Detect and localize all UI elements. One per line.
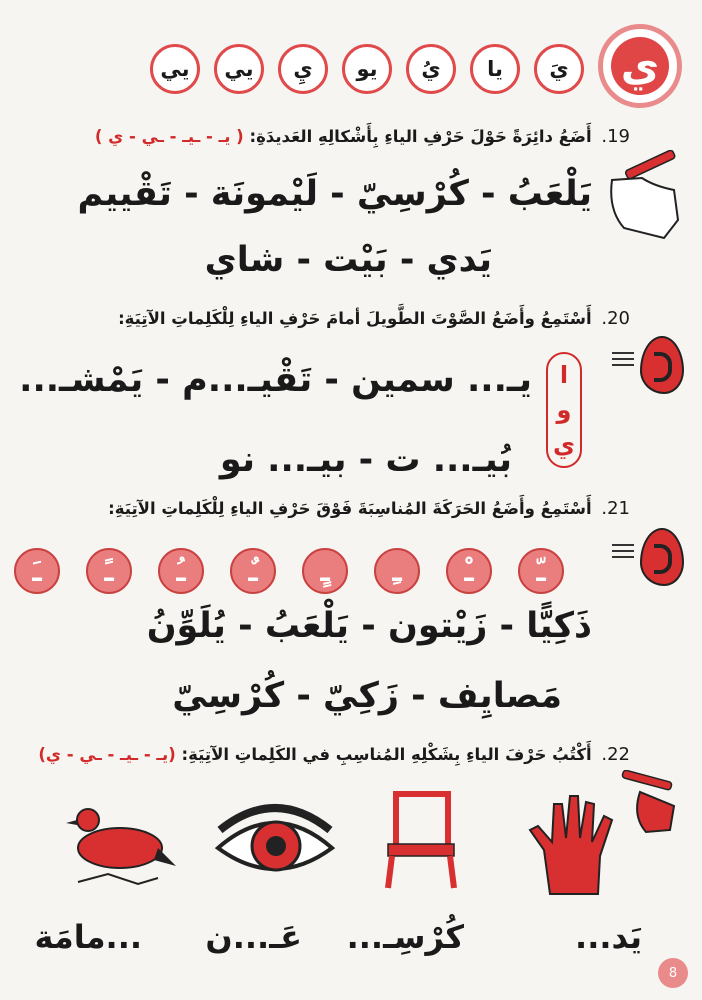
letter-forms-row (150, 44, 584, 94)
vowel-waw: و (556, 395, 572, 424)
diacritic-mark: ـٌ (230, 548, 276, 594)
exercise-22-instruction: أَكْتُبُ حَرْفَ الياءِ بِشَكْلِهِ المُناسِبِ في الكَلِماتِ الآتِيَةِ: (181, 745, 592, 764)
letter-ya: ي (611, 37, 669, 95)
exercise-20-line-2: بُيـ... ت - بيـ... نو (219, 440, 512, 480)
blank-word: ...مامَة (34, 918, 142, 956)
exercise-21-title: 21. أَسْتَمِعُ وأَضَعُ الحَرَكَةَ المُناسِبَةَ فَوْقَ حَرْفِ الياءِ لِلْكَلِماتِ الآتِيَةِ: (108, 498, 630, 519)
exercise-20-title: 20. أَسْتَمِعُ وأَضَعُ الصَّوْتَ الطَّويلَ أمامَ حَرْفِ الياءِ لِلْكَلِماتِ الآتِيَةِ: (118, 308, 630, 329)
exercise-21-line-1: ذَكِيًّا - زَيْتون - يَلْعَبُ - يُلَوِّنُ (146, 606, 592, 646)
sound-waves-icon (612, 348, 634, 374)
chair-icon (378, 790, 468, 890)
blank-word: كُرْسِـ... (346, 918, 464, 956)
letter-form: يُ (406, 44, 456, 94)
vowel-ya: ي (553, 430, 575, 459)
exercise-19-line-1: يَلْعَبُ - كُرْسِيّ - لَيْمونَة - تَقْييم (77, 174, 592, 214)
diacritic-mark: ـً (86, 548, 132, 594)
diacritic-mark: ـِ (374, 548, 420, 594)
letter-form: يي (214, 44, 264, 94)
ear-icon (640, 528, 684, 586)
dove-icon (58, 790, 178, 890)
letter-form: يَ (534, 44, 584, 94)
exercise-22-forms-hint: (يـ - ـيـ - ـي - ي) (38, 745, 176, 764)
exercise-21-line-2: مَصايِف - زَكِيّ - كُرْسِيّ (172, 676, 562, 716)
writing-hand-icon (604, 150, 682, 240)
exercise-21-instruction: أَسْتَمِعُ وأَضَعُ الحَرَكَةَ المُناسِبَةَ فَوْقَ حَرْفِ الياءِ لِلْكَلِماتِ الآتِيَةِ: (108, 499, 592, 518)
writing-pencil-icon (612, 770, 682, 840)
diacritic-mark: ـْ (446, 548, 492, 594)
letter-form: يي (150, 44, 200, 94)
exercise-20-instruction: أَسْتَمِعُ وأَضَعُ الصَّوْتَ الطَّويلَ أمامَ حَرْفِ الياءِ لِلْكَلِماتِ الآتِيَةِ: (118, 309, 592, 328)
sound-waves-icon (612, 540, 634, 566)
exercise-20-line-1: يـ... سمين - تَقْيـ...م - يَمْشـ... (19, 360, 532, 400)
eye-icon (210, 790, 340, 890)
ear-icon (640, 336, 684, 394)
letter-form: يو (342, 44, 392, 94)
letter-form: يِ (278, 44, 328, 94)
vowel-options-oval (546, 352, 582, 468)
exercise-22-title: 22. أَكْتُبُ حَرْفَ الياءِ بِشَكْلِهِ المُناسِبِ في الكَلِماتِ الآتِيَةِ: (يـ - ـيـ - ـي - ي) (38, 744, 630, 765)
diacritic-mark: ـَ (14, 548, 60, 594)
vowel-alif: ا (559, 361, 569, 390)
letter-form: يا (470, 44, 520, 94)
diacritic-mark: ـّ (518, 548, 564, 594)
exercise-19-instruction: أَضَعُ دائِرَةً حَوْلَ حَرْفِ الياءِ بِأَشْكالِهِ العَديدَةِ: (249, 127, 592, 146)
exercise-19-forms-hint: ( يـ - ـيـ - ـي - ي ) (94, 127, 244, 146)
blank-word: يَد... (575, 918, 642, 956)
page-number: 8 (658, 958, 688, 988)
exercise-19-title: 19. أَضَعُ دائِرَةً حَوْلَ حَرْفِ الياءِ بِأَشْكالِهِ العَديدَةِ: ( يـ - ـيـ - ـي - ي ) (94, 126, 630, 147)
diacritic-mark: ـٍ (302, 548, 348, 594)
diacritic-marks-row (14, 548, 564, 594)
exercise-19-line-2: يَدي - بَيْت - شاي (204, 240, 492, 280)
letter-ya-badge (598, 24, 682, 108)
diacritic-mark: ـُ (158, 548, 204, 594)
blank-word: عَـ...ن (205, 918, 302, 956)
